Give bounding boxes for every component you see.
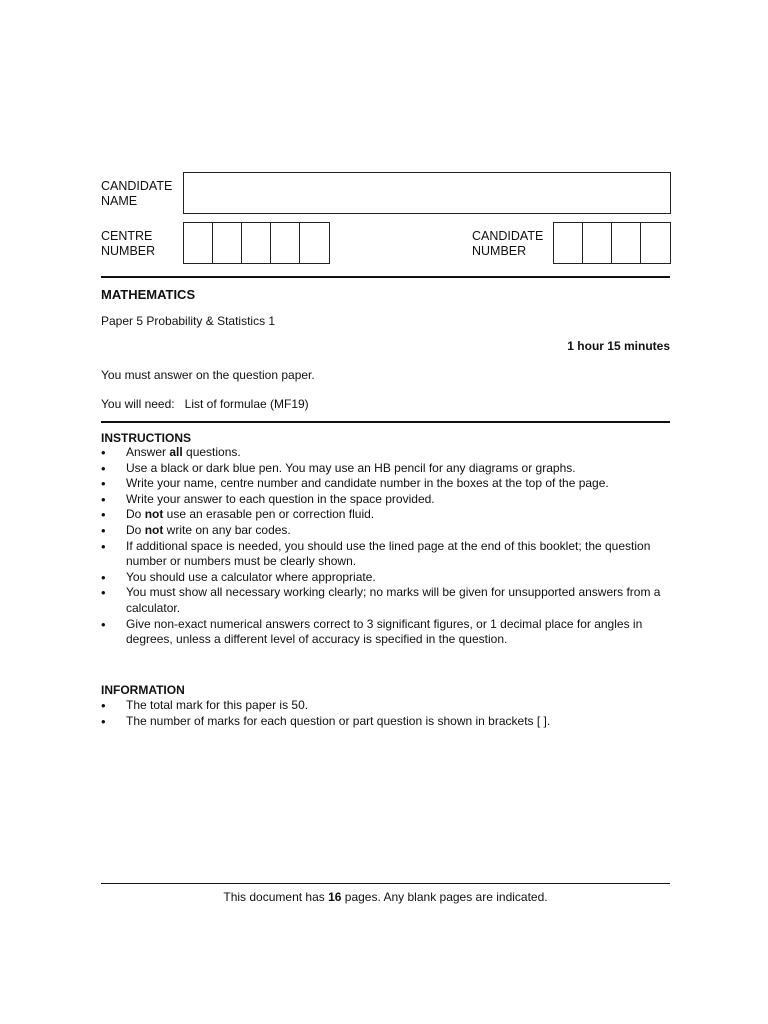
- need-item: List of formulae (MF19): [184, 397, 309, 411]
- instructions-list: [101, 445, 661, 648]
- instruction-item: • If additional space is needed, you should use the lined page at the end of this booklet; the question number or numbers must be clearly shown.: [101, 539, 661, 570]
- instructions-heading: INSTRUCTIONS: [101, 431, 191, 445]
- instruction-item: • You must show all necessary working clearly; no marks will be given for unsupported answers from a calculator.: [101, 585, 661, 616]
- instruction-item: • You should use a calculator where appropriate.: [101, 570, 661, 586]
- instruction-item: • Answer all questions.: [101, 445, 661, 461]
- header-divider: [101, 276, 670, 278]
- candidate-number-cell[interactable]: [583, 223, 612, 263]
- page-count: 16: [328, 890, 342, 904]
- centre-number-cell[interactable]: [213, 223, 242, 263]
- centre-number-cell[interactable]: [242, 223, 271, 263]
- instruction-item: • Write your name, centre number and candidate number in the boxes at the top of the page.: [101, 476, 661, 492]
- instruction-item: • Use a black or dark blue pen. You may use an HB pencil for any diagrams or graphs.: [101, 461, 661, 477]
- info-divider: [101, 421, 670, 423]
- duration: 1 hour 15 minutes: [567, 339, 670, 353]
- candidate-number-label: CANDIDATE NUMBER: [472, 229, 544, 258]
- centre-number-label: CENTRE NUMBER: [101, 229, 156, 258]
- footer-note: This document has 16 pages. Any blank pages are indicated.: [223, 890, 548, 904]
- centre-number-boxes[interactable]: [183, 222, 330, 264]
- instruction-item: • Do not write on any bar codes.: [101, 523, 661, 539]
- information-list: [101, 698, 661, 729]
- candidate-number-cell[interactable]: [554, 223, 583, 263]
- need-label: You will need:: [101, 397, 175, 411]
- paper-title: Paper 5 Probability & Statistics 1: [101, 314, 276, 328]
- candidate-number-cell[interactable]: [612, 223, 641, 263]
- instruction-item: • Give non-exact numerical answers correct to 3 significant figures, or 1 decimal place for angles in degrees, unless a different level of accuracy is specified in the question.: [101, 617, 661, 648]
- centre-number-cell[interactable]: [184, 223, 213, 263]
- need-line: [101, 397, 309, 411]
- candidate-number-cell[interactable]: [641, 223, 670, 263]
- subject-title: MATHEMATICS: [101, 287, 196, 302]
- answer-note: You must answer on the question paper.: [101, 368, 315, 382]
- footer-divider: [101, 883, 670, 884]
- candidate-name-box[interactable]: [183, 172, 671, 214]
- information-item: • The total mark for this paper is 50.: [101, 698, 661, 714]
- centre-number-cell[interactable]: [271, 223, 300, 263]
- instruction-item: • Do not use an erasable pen or correction fluid.: [101, 507, 661, 523]
- candidate-name-label: CANDIDATE NAME: [101, 179, 173, 208]
- instruction-item: • Write your answer to each question in the space provided.: [101, 492, 661, 508]
- information-item: • The number of marks for each question or part question is shown in brackets [ ].: [101, 714, 661, 730]
- centre-number-cell[interactable]: [300, 223, 329, 263]
- information-heading: INFORMATION: [101, 683, 185, 697]
- candidate-number-boxes[interactable]: [553, 222, 671, 264]
